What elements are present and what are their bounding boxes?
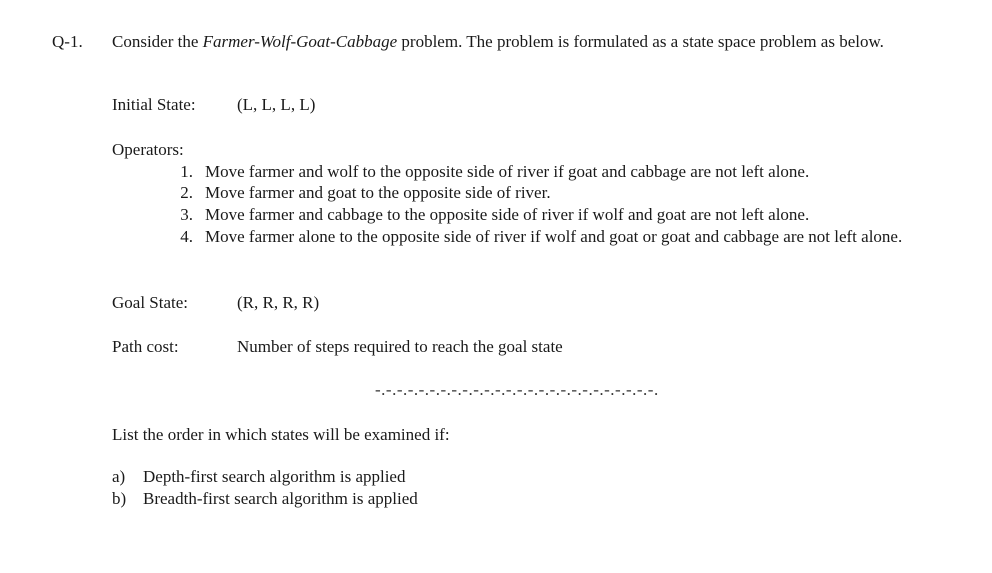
section-divider: -.-.-.-.-.-.-.-.-.-.-.-.-.-.-.-.-.-.-.-.-.-.-.-.-.-. [375,380,659,399]
operator-number: 2. [180,183,193,202]
goal-state-value: (R, R, R, R) [237,293,320,312]
operator-number: 3. [180,205,193,224]
path-cost-value: Number of steps required to reach the goal state [237,337,563,356]
initial-state-label: Initial State: [112,95,196,114]
operator-text: Move farmer and cabbage to the opposite side of river if wolf and goat are not left alone. [205,205,810,224]
question-intro [112,31,952,52]
task-prompt: List the order in which states will be examined if: [112,425,450,444]
intro-prefix: Consider the [112,32,203,51]
part-marker: a) [112,467,126,486]
question-number: Q-1. [52,32,83,51]
operator-number: 1. [180,162,193,181]
problem-name: Farmer-Wolf-Goat-Cabbage [202,32,398,51]
intro-suffix: problem. The problem is formulated as a state space problem as below. [397,32,884,51]
part-text: Breadth-first search algorithm is applied [143,489,418,508]
part-text: Depth-first search algorithm is applied [143,467,406,486]
operator-text: Move farmer alone to the opposite side of river if wolf and goat or goat and cabbage are not left alone. [205,227,903,246]
operator-text: Move farmer and goat to the opposite side of river. [205,183,551,202]
initial-state-value: (L, L, L, L) [237,95,316,114]
operators-label: Operators: [112,140,184,159]
goal-state-label: Goal State: [112,293,189,312]
part-marker: b) [112,489,127,508]
operator-number: 4. [180,227,193,246]
operator-text: Move farmer and wolf to the opposite side of river if goat and cabbage are not left alone. [205,162,810,181]
path-cost-label: Path cost: [112,337,179,356]
